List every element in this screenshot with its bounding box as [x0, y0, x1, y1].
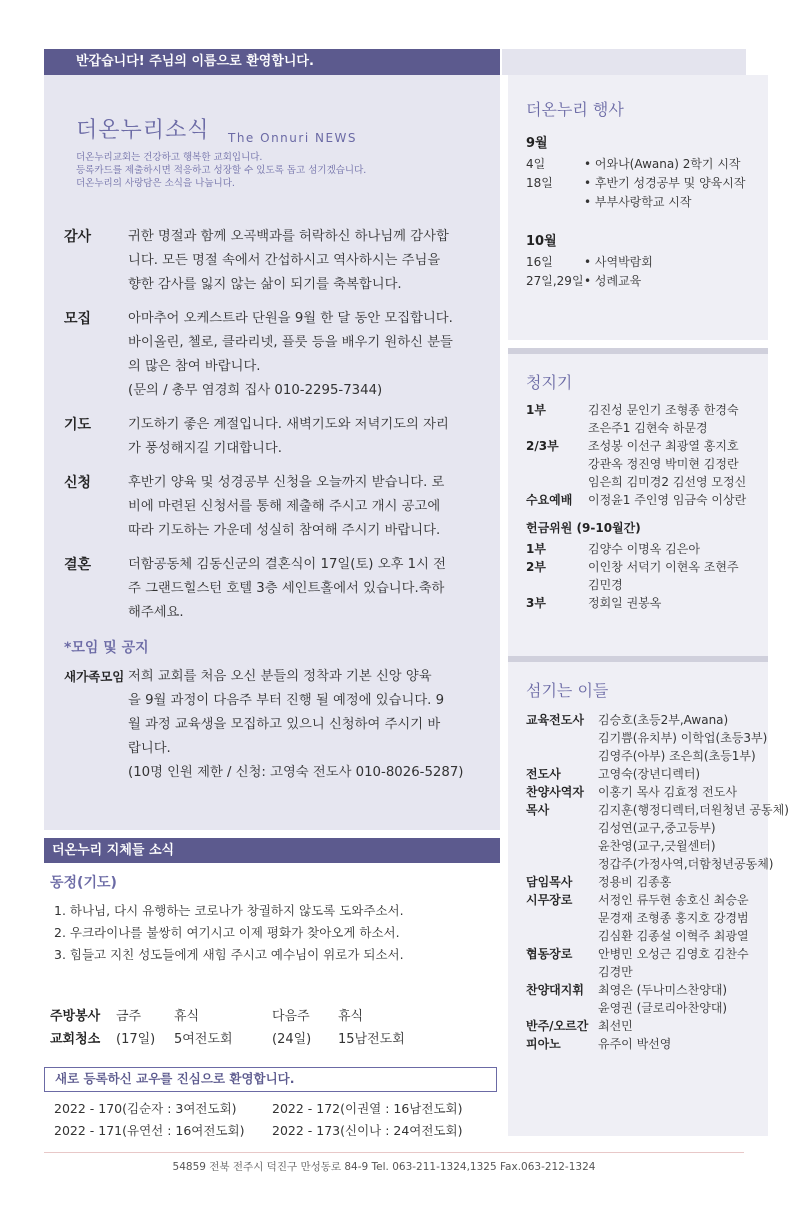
notice-item — [64, 307, 494, 403]
news-subtitle: The Onnuri NEWS — [228, 131, 358, 145]
notice-text: 기도하기 좋은 계절입니다. 새벽기도와 저녁기도의 자리 가 풍성해지길 기대합니다. — [128, 417, 449, 456]
ushers-title: 청지기 — [526, 373, 573, 392]
list-item: • 부부사랑학교 시작 — [584, 195, 692, 209]
notice-item — [64, 665, 494, 785]
new-member-heading: 새로 등록하신 교우를 진심으로 환영합니다. — [44, 1067, 497, 1092]
list-item: 김민경 — [588, 578, 623, 592]
events-panel — [508, 75, 768, 340]
list-item: 피아노 유주이 박선영 — [526, 1037, 672, 1051]
list-item: 김영주(아부) 조은희(초등1부) — [598, 749, 756, 763]
list-item: 윤영권 (글로리아찬양대) — [598, 1001, 728, 1015]
list-item: 반주/오르간 최선민 — [526, 1019, 633, 1033]
notice-text: 아마추어 오케스트라 단원을 9월 한 달 동안 모집합니다. 바이올린, 첼로, 클라리넷, 플룻 등을 배우기 원하신 분들 의 많은 참여 바랍니다. (문의 / 총무 염경희 집사 010-2295-7344) — [128, 311, 453, 398]
ushers-panel — [508, 348, 768, 658]
notice-label: 새가족모임 — [64, 669, 125, 684]
branch-news-bar: 더온누리 지체들 소식 — [44, 838, 500, 863]
list-item: 김심환 김종설 이혁주 최광열 — [598, 929, 749, 943]
table-row: 2022 - 171(유연선 : 16여전도회) 2022 - 173(신이나 : 24여전도회) — [54, 1123, 463, 1138]
list-item: 1부 김양수 이명옥 김은아 — [526, 542, 700, 556]
notice-label: 결혼 — [64, 557, 92, 573]
list-item: 4일 • 어와나(Awana) 2학기 시작 — [526, 157, 741, 171]
list-item: 임은희 김미경2 김선영 모정신 — [588, 475, 747, 489]
list-item: 2/3부 조성봉 이선구 최광열 홍지호 — [526, 439, 739, 453]
table-row: 2022 - 170(김순자 : 3여전도회) 2022 - 172(이권열 : 16남전도회) — [54, 1101, 463, 1116]
service-schedule — [50, 1005, 405, 1051]
offering-title: 헌금위원 (9-10월간) — [526, 521, 641, 535]
news-intro: 더온누리교회는 건강하고 행복한 교회입니다. 등록카드를 제출하시면 적응하고 성장할 수 있도록 돕고 섬기겠습니다. 더온누리의 사랑담은 소식을 나눕니다. — [76, 152, 367, 189]
list-item: 3부 정회일 권봉옥 — [526, 596, 662, 610]
list-item: 강관옥 정진영 박미현 김정란 — [588, 457, 739, 471]
event-month: 10월 — [526, 234, 557, 249]
list-item: 문경재 조형종 홍지호 강경범 — [598, 911, 749, 925]
prayer-list — [54, 900, 404, 966]
list-item: 찬양사역자 이홍기 목사 김효정 전도사 — [526, 785, 737, 799]
new-member-list — [54, 1098, 462, 1142]
list-item: 1부 김진성 문인기 조형종 한경숙 — [526, 403, 739, 417]
list-item: 전도사 고영숙(장년디렉터) — [526, 767, 701, 781]
event-month: 9월 — [526, 136, 548, 151]
panel-divider — [508, 656, 768, 662]
list-item: 3. 힘들고 지친 성도들에게 새힘 주시고 예수님이 위로가 되소서. — [54, 947, 404, 962]
list-item: 윤찬영(교구,긋윌센터) — [598, 839, 716, 853]
servants-title: 섬기는 이들 — [526, 681, 609, 700]
table-row: 교회청소 (17일) 5여전도회 (24일) 15남전도회 — [50, 1032, 405, 1047]
notice-label: 감사 — [64, 229, 92, 245]
list-item: 협동장로 안병민 오성근 김영호 김찬수 — [526, 947, 749, 961]
news-panel — [44, 75, 500, 830]
table-row: 주방봉사 금주 휴식 다음주 휴식 — [50, 1009, 364, 1024]
notice-label: 기도 — [64, 417, 92, 433]
list-item: 김경만 — [598, 965, 633, 979]
notice-item — [64, 413, 494, 461]
list-item: 김기쁨(유치부) 이학업(초등3부) — [598, 731, 768, 745]
list-item: 2. 우크라이나를 불쌍히 여기시고 이제 평화가 찾아오게 하소서. — [54, 925, 400, 940]
notice-item — [64, 553, 494, 625]
list-item: 수요예배 이정윤1 주인영 임금숙 이상란 — [526, 493, 747, 507]
list-item: 담임목사 정용비 김종홍 — [526, 875, 672, 889]
notice-label: 신청 — [64, 475, 92, 491]
footer-address: 54859 전북 전주시 덕진구 만성동로 84-9 Tel. 063-211-1324,1325 Fax.063-212-1324 — [172, 1161, 596, 1173]
meetings-heading: *모임 및 공지 — [64, 640, 149, 656]
notice-text: 귀한 명절과 함께 오곡백과를 허락하신 하나님께 감사합 니다. 모든 명절 속에서 간섭하시고 역사하시는 주님을 향한 감사를 잃지 않는 삶이 되기를 축복합니다. — [128, 229, 449, 292]
notice-list — [64, 225, 494, 795]
welcome-banner: 반갑습니다! 주님의 이름으로 환영합니다. — [44, 49, 500, 75]
list-item: 교육전도사 김승호(초등2부,Awana) — [526, 713, 729, 727]
list-item: 1. 하나님, 다시 유행하는 코로나가 창궐하지 않도록 도와주소서. — [54, 903, 404, 918]
notice-label: 모집 — [64, 311, 92, 327]
footer-divider — [44, 1152, 744, 1153]
notice-text: 후반기 양육 및 성경공부 신청을 오늘까지 받습니다. 로 비에 마련된 신청서를 통해 제출해 주시고 개시 공고에 따라 기도하는 가운데 성실히 참여해 주시기 바랍니다. — [128, 475, 445, 538]
notice-item — [64, 471, 494, 543]
branch-heading: 동정(기도) — [50, 875, 117, 891]
notice-text: 저희 교회를 처음 오신 분들의 정착과 기본 신앙 양육 을 9월 과정이 다음주 부터 진행 될 예정에 있습니다. 9 월 과정 교육생을 모집하고 있으니 신청하여 주시기 바 랍니다. (10명 인원 제한 / 신청: 고영숙 전도사 010-8026-5287) — [128, 669, 464, 780]
notice-item — [64, 225, 494, 297]
news-title: 더온누리소식 — [76, 118, 210, 143]
list-item: 16일 • 사역박람회 — [526, 255, 653, 269]
list-item: 2부 이인창 서덕기 이현옥 조현주 — [526, 560, 739, 574]
list-item: 27일,29일 • 성례교육 — [526, 274, 642, 288]
list-item: 목사 김지훈(행정디렉터,더원청년 공동체) — [526, 803, 789, 817]
list-item: 김성연(교구,중고등부) — [598, 821, 716, 835]
header-band — [502, 49, 746, 75]
list-item: 찬양대지휘 최영은 (두나미스찬양대) — [526, 983, 728, 997]
servants-panel — [508, 656, 789, 1136]
panel-divider — [508, 348, 768, 354]
events-title: 더온누리 행사 — [526, 100, 624, 119]
list-item: 시무장로 서정인 류두현 송호신 최승운 — [526, 893, 749, 907]
list-item: 18일 • 후반기 성경공부 및 양육시작 — [526, 176, 746, 190]
list-item: 조은주1 김현숙 하문경 — [588, 421, 708, 435]
notice-text: 더함공동체 김동신군의 결혼식이 17일(토) 오후 1시 전 주 그랜드힐스턴 호텔 3층 세인트홀에서 있습니다.축하 해주세요. — [128, 557, 447, 620]
list-item: 정갑주(가정사역,더함청년공동체) — [598, 857, 774, 871]
